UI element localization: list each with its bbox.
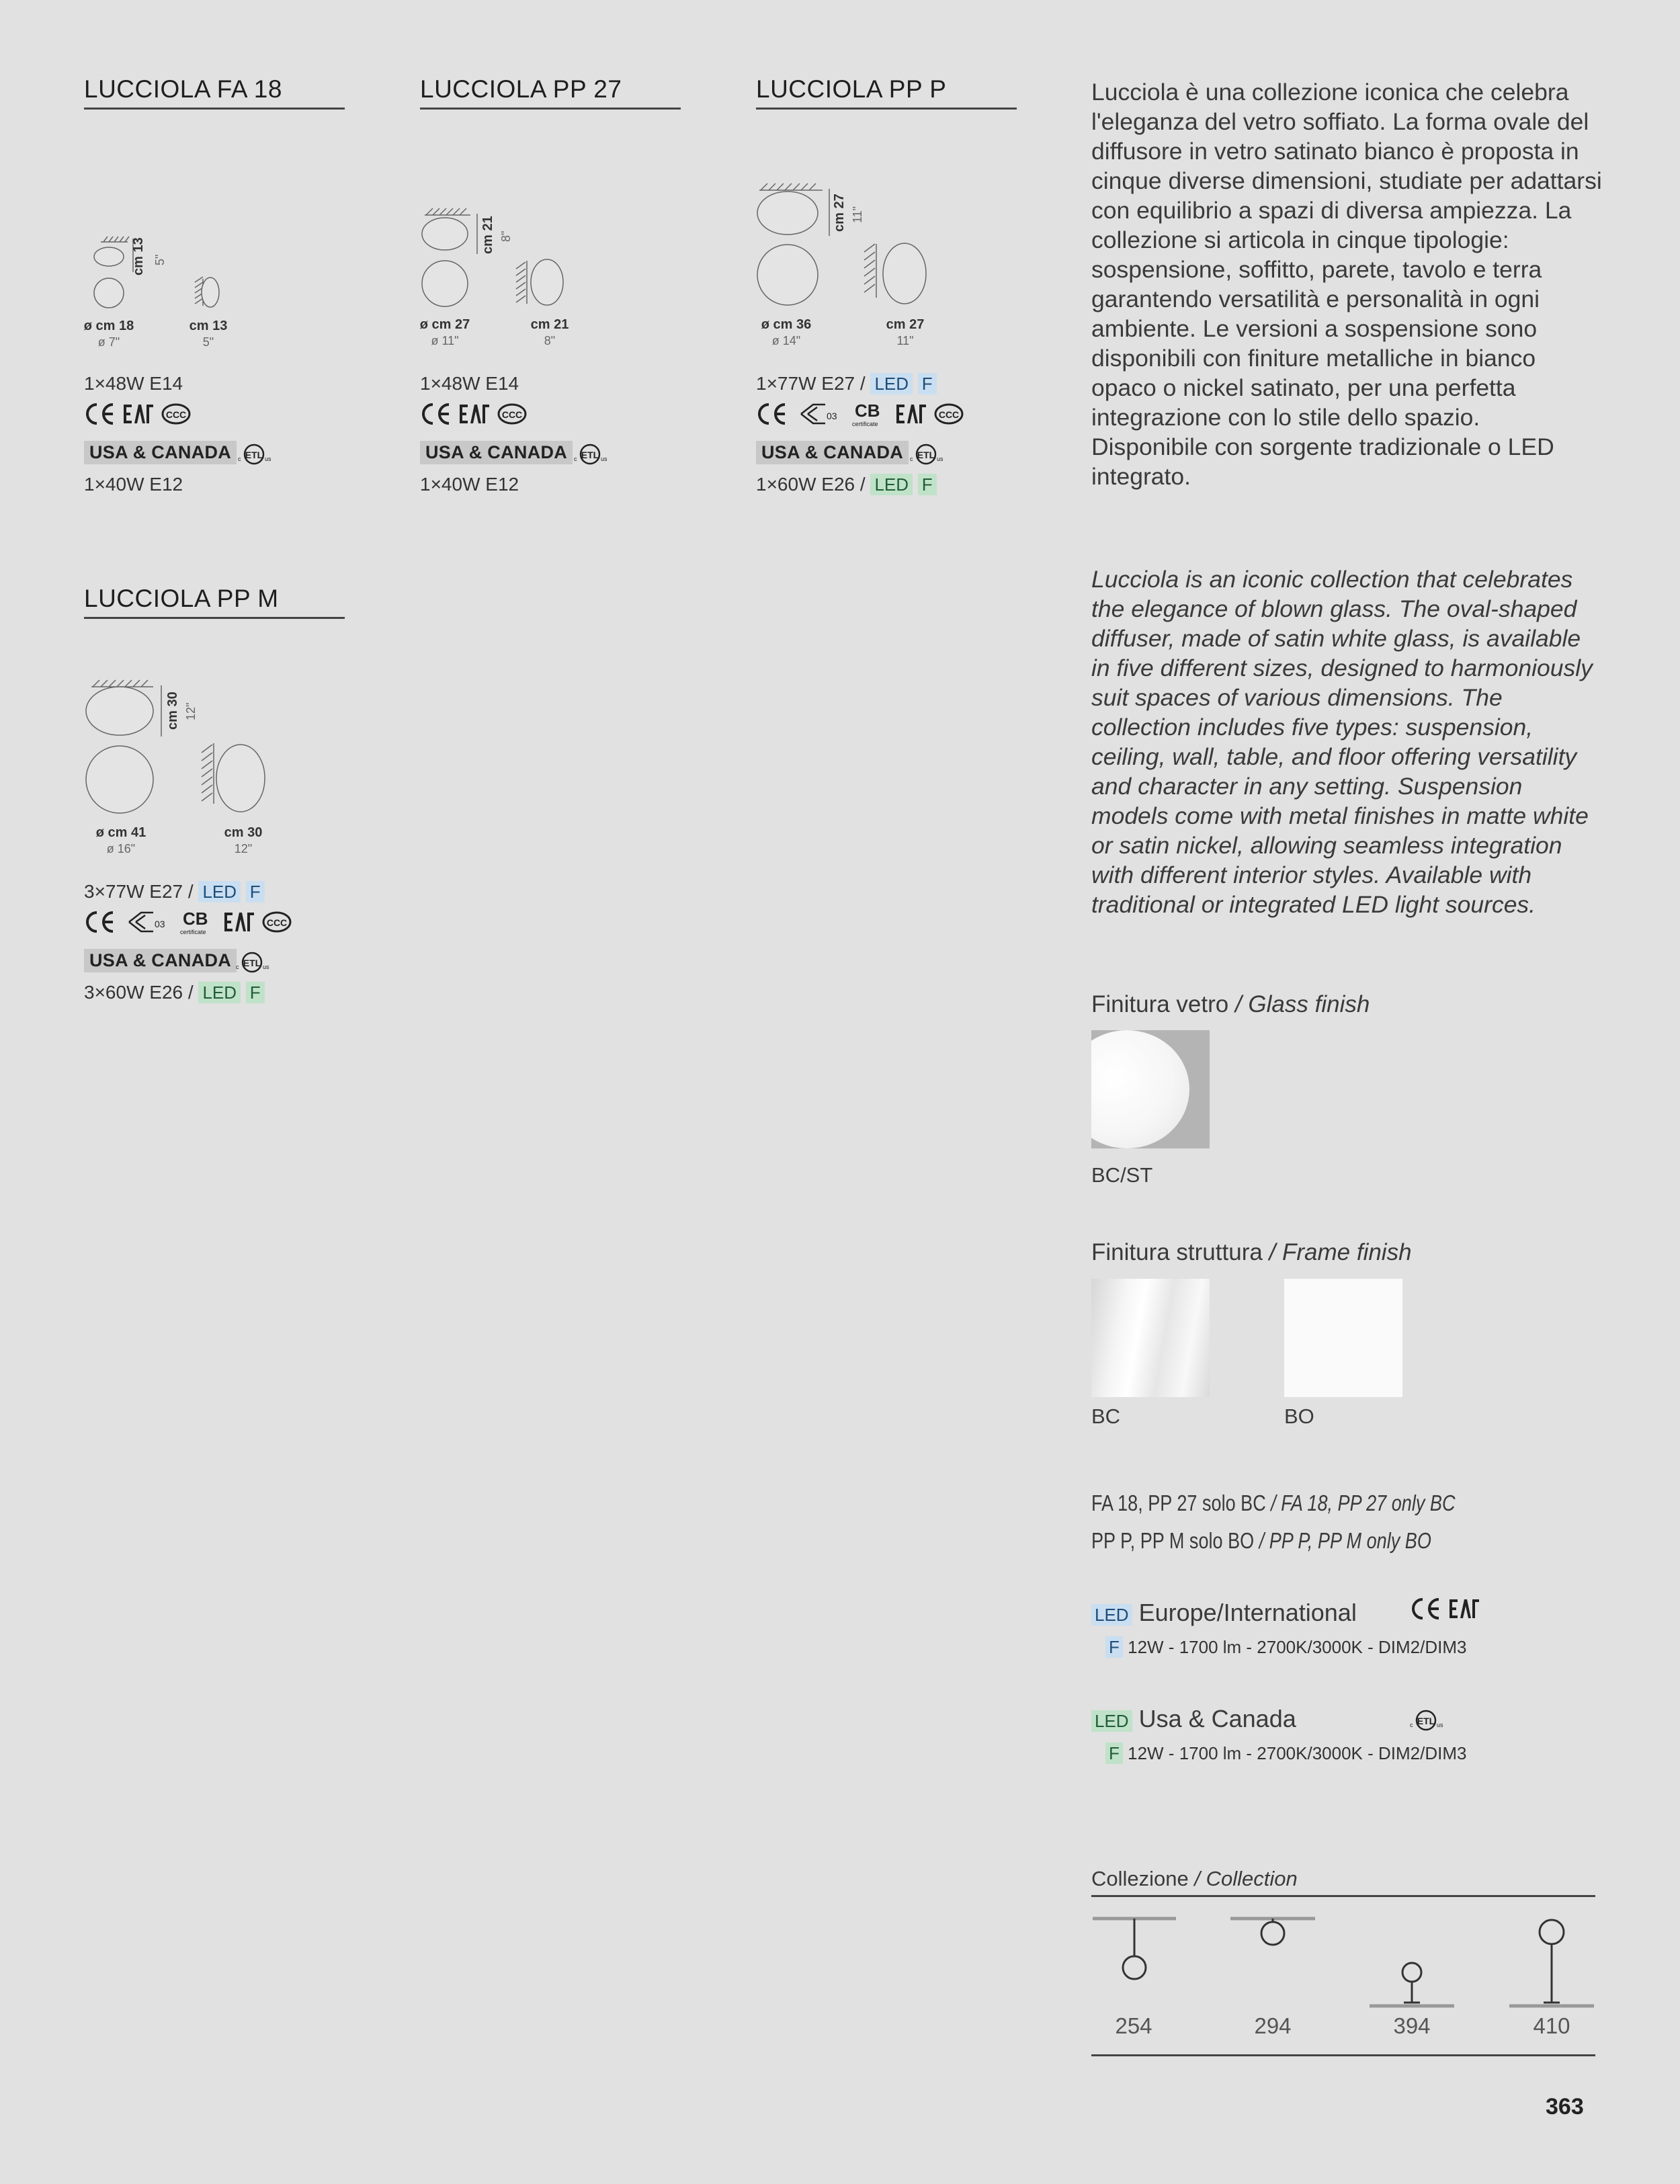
finish-note bbox=[1091, 1490, 1456, 1516]
ul-number: 03 bbox=[155, 919, 165, 929]
svg-text:c: c bbox=[238, 456, 241, 462]
led-us-spec-text: 12W - 1700 lm - 2700K/3000K - DIM2/DIM3 bbox=[1128, 1743, 1467, 1763]
finish-note-en: / PP P, PP M only BO bbox=[1259, 1528, 1431, 1553]
led-us-tag: LED bbox=[1091, 1710, 1132, 1732]
product-title: LUCCIOLA PP P bbox=[756, 75, 1017, 110]
usa-canada-label: USA & CANADA bbox=[756, 441, 909, 464]
floor-icon bbox=[1509, 1920, 1594, 2006]
glass-swatch[interactable] bbox=[1091, 1030, 1210, 1148]
led-eu-title: Europe/International bbox=[1138, 1599, 1357, 1626]
cb-sub: certificate bbox=[852, 421, 878, 427]
side-dimension-inch: 5" bbox=[202, 335, 214, 349]
led-eu-tag: LED bbox=[1091, 1604, 1132, 1626]
page-number: 363 bbox=[1546, 2094, 1584, 2119]
led-us-f-tag: F bbox=[1105, 1742, 1123, 1764]
spec-eu-text: 1×77W E27 / bbox=[756, 373, 866, 394]
height-dimension: cm 27 bbox=[832, 194, 847, 232]
product-title: LUCCIOLA PP 27 bbox=[420, 75, 681, 110]
height-dimension: cm 21 bbox=[480, 216, 495, 254]
svg-text:us: us bbox=[601, 456, 607, 462]
side-dimension: cm 27 bbox=[886, 317, 925, 332]
collection-item-code: 394 bbox=[1393, 2013, 1431, 2038]
svg-text:us: us bbox=[1437, 1722, 1443, 1728]
collection-item-code: 294 bbox=[1254, 2013, 1292, 2038]
collection-item-code: 254 bbox=[1115, 2013, 1152, 2038]
side-dimension: cm 21 bbox=[530, 317, 569, 332]
description-english: Lucciola is an iconic collection that celebrates the elegance of blown glass. The oval-shaped diffuser, made of satin white glass, is available in five different sizes, designed to harmoniously suit spaces of various dimensions. The collection includes five types: suspension, ceiling, wall, table, and floor offering versatility and character in any setting. Suspension models come with metal finishes in matte white or satin nickel, allowing seamless integration with different interior styles. Available with traditional or integrated LED light sources. bbox=[1091, 566, 1593, 918]
led-eu-f-tag: F bbox=[1105, 1636, 1123, 1658]
svg-text:ETL: ETL bbox=[581, 450, 599, 460]
frame-swatch-code: BC bbox=[1091, 1404, 1121, 1428]
svg-text:us: us bbox=[937, 456, 943, 462]
etl-cert-icon bbox=[234, 441, 274, 468]
front-dimension: ø cm 27 bbox=[419, 317, 470, 332]
svg-text:CCC: CCC bbox=[266, 917, 288, 928]
svg-text:us: us bbox=[263, 964, 269, 970]
glass-swatch-code: BC/ST bbox=[1091, 1163, 1153, 1187]
side-dimension-inch: 11" bbox=[896, 334, 914, 347]
spec-us bbox=[84, 982, 265, 1003]
spec-us: 1×40W E12 bbox=[420, 474, 519, 495]
height-dimension-inch: 5" bbox=[153, 254, 167, 265]
collection-top-rule bbox=[1091, 1895, 1595, 1897]
cb-text: CB bbox=[183, 909, 208, 929]
led-tag: LED bbox=[870, 373, 913, 394]
finish-note-it: PP P, PP M solo BO bbox=[1091, 1528, 1255, 1553]
ce-eac-cert-icon bbox=[1408, 1593, 1482, 1625]
led-eu-spec-text: 12W - 1700 lm - 2700K/3000K - DIM2/DIM3 bbox=[1128, 1637, 1467, 1657]
f-tag: F bbox=[918, 474, 937, 495]
svg-text:ETL: ETL bbox=[243, 958, 261, 968]
svg-text:c: c bbox=[574, 456, 577, 462]
product-title: LUCCIOLA PP M bbox=[84, 585, 345, 619]
led-tag: LED bbox=[198, 982, 241, 1003]
led-eu-spec bbox=[1105, 1637, 1466, 1658]
svg-text:us: us bbox=[265, 456, 271, 462]
usa-canada-label: USA & CANADA bbox=[420, 441, 573, 464]
usa-canada-label: USA & CANADA bbox=[84, 441, 237, 464]
f-tag: F bbox=[246, 982, 265, 1003]
side-dimension: cm 13 bbox=[189, 319, 228, 333]
frame-swatch-bo[interactable] bbox=[1284, 1279, 1402, 1397]
ceiling-icon bbox=[1230, 1919, 1315, 1945]
collection-bottom-rule bbox=[1091, 2054, 1595, 2056]
lamp-drawing bbox=[81, 222, 242, 323]
ul-number: 03 bbox=[827, 411, 837, 421]
finish-note-en: / FA 18, PP 27 only BC bbox=[1271, 1490, 1456, 1515]
svg-text:c: c bbox=[910, 456, 913, 462]
spec-us-text: 3×60W E26 / bbox=[84, 982, 194, 1003]
ce-eac-cert-icon bbox=[418, 398, 532, 430]
svg-text:CCC: CCC bbox=[501, 409, 523, 420]
cert-row-icon bbox=[754, 398, 969, 430]
collection-label bbox=[1091, 1867, 1298, 1891]
svg-text:c: c bbox=[236, 964, 239, 970]
front-dimension-inch: ø 16" bbox=[106, 842, 136, 855]
collection-label-en: / Collection bbox=[1194, 1867, 1298, 1890]
led-eu-heading bbox=[1091, 1599, 1357, 1627]
frame-finish-label-it: Finitura struttura bbox=[1091, 1239, 1263, 1265]
product-title: LUCCIOLA FA 18 bbox=[84, 75, 345, 110]
glass-finish-label-en: / Glass finish bbox=[1234, 991, 1370, 1017]
ce-eac-cert-icon bbox=[82, 398, 196, 430]
svg-text:ETL: ETL bbox=[1417, 1716, 1435, 1726]
spec-us: 1×40W E12 bbox=[84, 474, 183, 495]
spec-us-text: 1×60W E26 / bbox=[756, 474, 866, 495]
frame-finish-label-en: / Frame finish bbox=[1269, 1239, 1412, 1265]
f-tag: F bbox=[246, 881, 265, 902]
spec-us bbox=[756, 474, 937, 495]
height-dimension: cm 13 bbox=[131, 237, 146, 276]
front-dimension: ø cm 18 bbox=[83, 319, 134, 333]
cb-text: CB bbox=[855, 401, 880, 421]
svg-text:CCC: CCC bbox=[165, 409, 187, 420]
height-dimension-inch: 8" bbox=[499, 230, 513, 242]
spec-eu-text: 3×77W E27 / bbox=[84, 881, 194, 902]
spec-eu: 1×48W E14 bbox=[84, 373, 183, 394]
front-dimension-inch: ø 11" bbox=[431, 334, 459, 347]
lamp-drawing bbox=[417, 195, 578, 323]
glass-finish-label bbox=[1091, 991, 1370, 1018]
height-dimension: cm 30 bbox=[165, 691, 180, 730]
glass-finish-label-it: Finitura vetro bbox=[1091, 991, 1229, 1017]
led-tag: LED bbox=[870, 474, 913, 495]
led-us-spec bbox=[1105, 1743, 1466, 1764]
side-dimension-inch: 8" bbox=[544, 334, 556, 347]
frame-swatch-bc[interactable] bbox=[1091, 1279, 1210, 1397]
etl-cert-icon bbox=[906, 441, 946, 468]
finish-note-it: FA 18, PP 27 solo BC bbox=[1091, 1490, 1266, 1515]
frame-finish-label bbox=[1091, 1239, 1412, 1266]
front-dimension: ø cm 41 bbox=[95, 825, 146, 840]
height-dimension-inch: 11" bbox=[851, 206, 864, 223]
cb-sub: certificate bbox=[180, 929, 206, 935]
spec-eu bbox=[756, 373, 937, 394]
svg-text:CCC: CCC bbox=[938, 409, 960, 420]
svg-text:ETL: ETL bbox=[245, 450, 263, 460]
front-dimension-inch: ø 14" bbox=[771, 334, 801, 347]
etl-cert-icon bbox=[1406, 1707, 1446, 1734]
svg-text:ETL: ETL bbox=[917, 450, 935, 460]
svg-text:c: c bbox=[1410, 1722, 1413, 1728]
spec-eu bbox=[84, 881, 265, 902]
description-italian: Lucciola è una collezione iconica che celebra l'eleganza del vetro soffiato. La forma ovale del diffusore in vetro satinato bianco è proposta in cinque diverse dimensioni, studiate per adattarsi con equilibrio a spazi di diversa ampiezza. La collezione si articola in cinque tipologie: sospensione, soffitto, parete, tavolo e terra garantendo versatilità e personalità in ogni ambiente. Le versioni a sospensione sono disponibili con finiture metalliche in bianco opaco o nickel satinato, per una perfetta integrazione con lo stile dello spazio. Disponibile con sorgente tradizionale o LED integrato. bbox=[1091, 79, 1602, 490]
side-dimension-inch: 12" bbox=[234, 842, 253, 855]
front-dimension-inch: ø 7" bbox=[97, 335, 120, 349]
etl-cert-icon bbox=[232, 949, 272, 976]
collection-label-it: Collezione bbox=[1091, 1867, 1189, 1890]
led-tag: LED bbox=[198, 881, 241, 902]
cert-row-icon bbox=[82, 906, 297, 938]
collection-icons bbox=[1091, 1902, 1595, 2009]
spec-eu: 1×48W E14 bbox=[420, 373, 519, 394]
height-dimension-inch: 12" bbox=[184, 702, 198, 720]
etl-cert-icon bbox=[570, 441, 610, 468]
table-icon bbox=[1370, 1963, 1454, 2006]
side-dimension: cm 30 bbox=[224, 825, 263, 840]
usa-canada-label: USA & CANADA bbox=[84, 949, 237, 972]
collection-item-code: 410 bbox=[1533, 2013, 1570, 2038]
front-dimension: ø cm 36 bbox=[761, 317, 812, 332]
frame-swatch-code: BO bbox=[1284, 1404, 1314, 1428]
finish-note bbox=[1091, 1528, 1431, 1554]
suspension-icon bbox=[1093, 1919, 1176, 1979]
f-tag: F bbox=[918, 373, 937, 394]
led-us-heading bbox=[1091, 1705, 1296, 1733]
led-us-title: Usa & Canada bbox=[1138, 1705, 1296, 1732]
